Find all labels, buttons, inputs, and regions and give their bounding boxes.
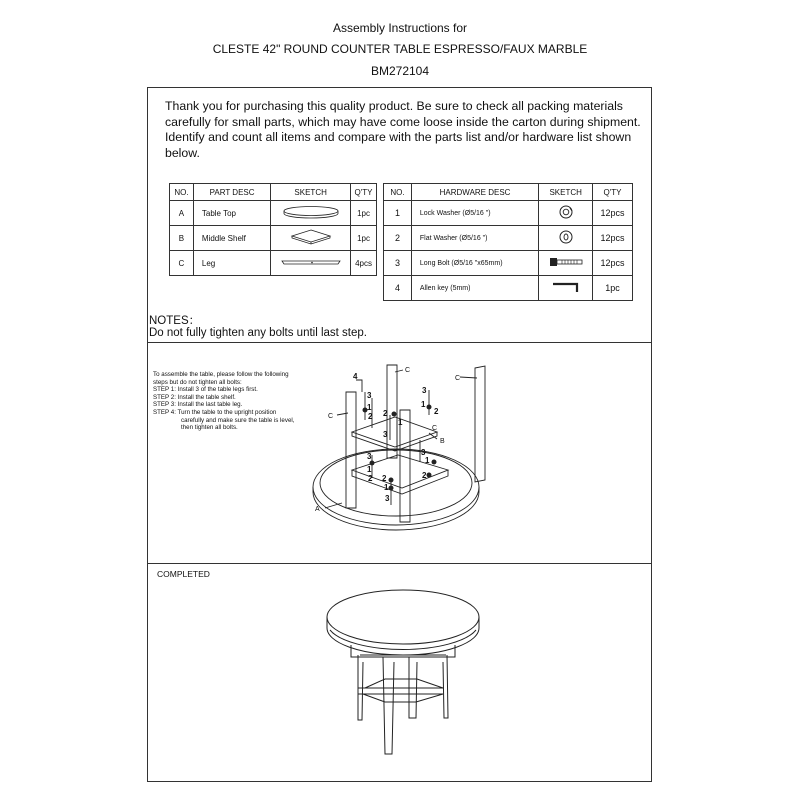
- step-3: STEP 3: Install the last table leg.: [153, 401, 243, 409]
- parts-header-sketch: SKETCH: [271, 184, 351, 201]
- parts-header-qty: Q'TY: [351, 184, 377, 201]
- label-leg: C: [405, 367, 411, 374]
- table-row: [170, 251, 377, 276]
- table-row: [384, 226, 633, 251]
- label-hardware-2: 2: [368, 474, 373, 483]
- step-1: STEP 1: Install 3 of the table legs first.: [153, 386, 258, 394]
- hardware-qty: 1pc: [593, 276, 633, 301]
- label-hardware-4: 4: [353, 372, 358, 381]
- label-hardware-2: 2: [368, 412, 373, 421]
- section-divider: [147, 342, 652, 343]
- notes-title: NOTES：: [149, 315, 201, 327]
- label-hardware-1: 1: [421, 400, 426, 409]
- parts-header-desc: PART DESC: [193, 184, 270, 201]
- exploded-assembly-diagram: [300, 355, 500, 540]
- long-bolt-sketch: [539, 251, 593, 276]
- model-number: BM272104: [370, 64, 430, 78]
- hardware-desc: Long Bolt (Ø5/16 "x65mm): [411, 251, 538, 276]
- label-hardware-1: 1: [367, 465, 372, 474]
- label-hardware-3: 3: [385, 494, 390, 503]
- hardware-desc: Flat Washer (Ø5/16 "): [411, 226, 538, 251]
- table-row: [384, 251, 633, 276]
- label-hardware-3: 3: [367, 391, 372, 400]
- hardware-no: 2: [384, 226, 412, 251]
- part-qty: 4pcs: [351, 251, 377, 276]
- part-qty: 1pc: [351, 201, 377, 226]
- assembly-steps: [153, 371, 323, 432]
- step-4-cont: then tighten all bolts.: [181, 424, 238, 432]
- table-row: [384, 276, 633, 301]
- section-divider: [147, 563, 652, 564]
- label-hardware-1: 1: [398, 418, 403, 427]
- label-top: A: [315, 506, 320, 513]
- step-4-cont: carefully and make sure the table is level,: [181, 416, 295, 424]
- table-top-sketch: [271, 201, 351, 226]
- part-no: A: [170, 201, 194, 226]
- hardware-header-row: [384, 184, 633, 201]
- label-shelf: B: [440, 438, 445, 445]
- label-hardware-1: 1: [367, 403, 372, 412]
- label-leg: C: [432, 425, 438, 432]
- hardware-table: [383, 183, 633, 301]
- part-desc: Middle Shelf: [193, 226, 270, 251]
- table-row: [384, 201, 633, 226]
- part-qty: 1pc: [351, 226, 377, 251]
- flat-washer-sketch: [539, 226, 593, 251]
- label-leg: C: [455, 375, 461, 382]
- label-hardware-3: 3: [367, 452, 372, 461]
- hardware-qty: 12pcs: [593, 251, 633, 276]
- hardware-no: 4: [384, 276, 412, 301]
- steps-intro: steps but do not tighten all bolts:: [153, 378, 242, 386]
- label-hardware-3: 3: [383, 430, 388, 439]
- middle-shelf-sketch: [271, 226, 351, 251]
- hardware-header-desc: HARDWARE DESC: [411, 184, 538, 201]
- intro-text: Thank you for purchasing this quality product. Be sure to check all packing materials carefully for small parts, which may have come loose inside the carton during shipment. Identify and count all items and compare with the parts list and/or hardware list shown below.: [165, 99, 641, 160]
- part-no: B: [170, 226, 194, 251]
- hardware-header-no: NO.: [384, 184, 412, 201]
- label-hardware-2: 2: [434, 407, 439, 416]
- completed-table-illustration: [320, 588, 485, 760]
- hardware-no: 1: [384, 201, 412, 226]
- step-2: STEP 2: Install the table shelf.: [153, 393, 236, 401]
- hardware-no: 3: [384, 251, 412, 276]
- hardware-qty: 12pcs: [593, 226, 633, 251]
- table-row: [170, 226, 377, 251]
- completed-label: COMPLETED: [157, 569, 210, 579]
- product-name: CLESTE 42" ROUND COUNTER TABLE ESPRESSO/FAUX MARBLE: [212, 42, 588, 56]
- hardware-desc: Allen key (5mm): [411, 276, 538, 301]
- parts-header-row: [170, 184, 377, 201]
- label-hardware-3: 3: [421, 448, 426, 457]
- parts-table: [169, 183, 377, 276]
- label-leg: C: [328, 413, 334, 420]
- label-hardware-1: 1: [425, 456, 430, 465]
- doc-title: Assembly Instructions for: [332, 21, 468, 35]
- label-hardware-1: 1: [384, 483, 389, 492]
- lock-washer-sketch: [539, 201, 593, 226]
- steps-intro: To assemble the table, please follow the following: [153, 371, 289, 378]
- step-4: STEP 4: Turn the table to the upright position: [153, 408, 277, 416]
- hardware-header-sketch: SKETCH: [539, 184, 593, 201]
- label-hardware-2: 2: [382, 474, 387, 483]
- label-hardware-3: 3: [422, 386, 427, 395]
- hardware-qty: 12pcs: [593, 201, 633, 226]
- parts-header-no: NO.: [170, 184, 194, 201]
- hardware-desc: Lock Washer (Ø5/16 "): [411, 201, 538, 226]
- hardware-header-qty: Q'TY: [593, 184, 633, 201]
- label-hardware-2: 2: [422, 471, 427, 480]
- part-desc: Leg: [193, 251, 270, 276]
- table-row: [170, 201, 377, 226]
- notes-text: Do not fully tighten any bolts until last step.: [149, 327, 367, 339]
- part-no: C: [170, 251, 194, 276]
- leg-sketch: [271, 251, 351, 276]
- label-hardware-2: 2: [383, 409, 388, 418]
- allen-key-sketch: [539, 276, 593, 301]
- part-desc: Table Top: [193, 201, 270, 226]
